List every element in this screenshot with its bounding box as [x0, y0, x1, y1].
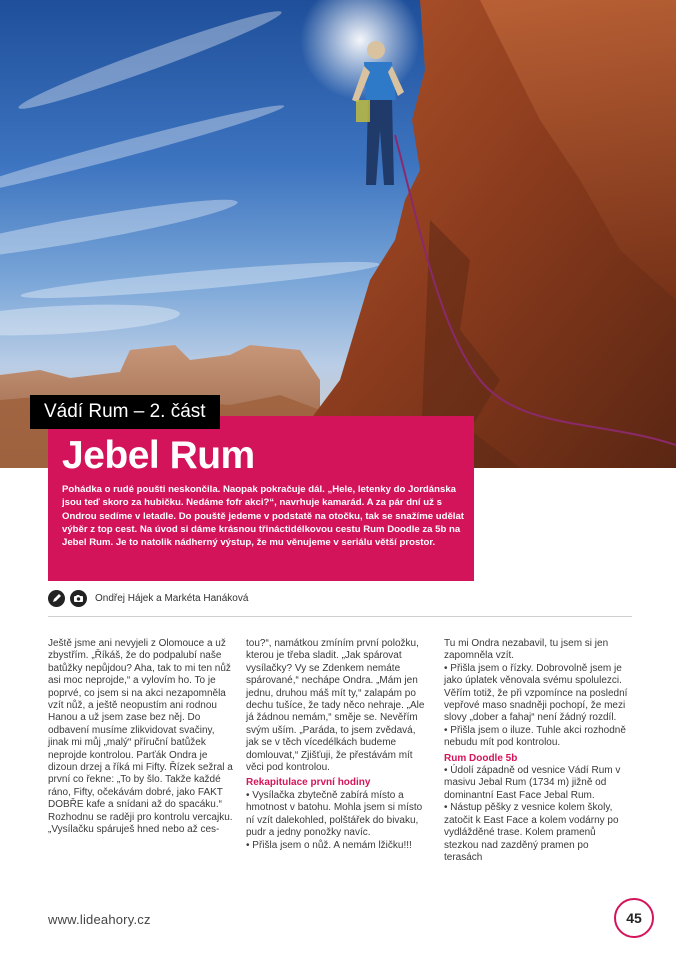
pen-icon	[48, 590, 65, 607]
divider	[48, 616, 632, 617]
authors-line	[48, 587, 248, 609]
text-column-1	[48, 638, 233, 837]
bullet: • Přišla jsem o iluze. Tuhle akci rozhodně nebudu mít pod kontrolou.	[444, 724, 626, 749]
paragraph: Tu mi Ondra nezabavil, tu jsem si jen zapomněla vzít.	[444, 638, 609, 662]
bullet: • Údolí západně od vesnice Vádí Rum v masivu Jebal Rum (1734 m) jižně od dominantní East Face Jebal Rum.	[444, 765, 621, 801]
footer-url[interactable]: www.lideahory.cz	[48, 912, 151, 927]
paragraph: Ještě jsme ani nevyjeli z Olomouce a už zbystřím. „Říkáš, že do podpalubí naše batůžky nepůjdou? Aha, tak to mi ten nůž asi moc neprojde,“ a vylovím ho. To je poprvé, co jsem si na akci nezapomněla vzít nůž, a ještě neopustím ani rodnou Hanou a už jsem zase bez něj. Do odbavení musíme zlikvidovat svačiny, jinak mi můj „malý“ příruční batůžek neprojde kontrolou. Parťák Ondra je dizoun drzej a říká mi Fifty. Řízek sežral a první co řekne: „To by šlo. Takže každé ráno, Fifty, očekávám dobré, jako FAKT DOBŘE kafe a snídani až do spacáku.“ Rozhodnu se raději pro kontrolu vercajku. „Vysílačku spáruješ hned nebo až ces-	[48, 638, 233, 836]
paragraph: tou?“, namátkou zmíním první položku, kterou je třeba sladit. „Jak spárovat vysílačky? Vy se Zdenkem nemáte spárované,“ nechápe Ondra. „Mám jen jednu, druhou máš mít ty,“ zalapám po dechu tušíce, že tady něco nehraje. „Ale já žádnou nemám,“ směje se. Nevěřím svým uším. „Paráda, to jsem zvědavá, jak se v těch vícedélkách budeme domlouvat,“ Zjišťuji, že přestávám mít věci pod kontrolou.	[246, 638, 425, 774]
text-column-2	[246, 638, 431, 852]
text-column-3	[444, 638, 629, 864]
bullet: • Přišla jsem o řízky. Dobrovolně jsem je jako úplatek věnovala svému spolulezci. Věřím totiž, že při vzpomínce na poslední vepřové maso snadněji pochopí, že mezi slovy „dober a fahaj“ není žádný rozdíl.	[444, 662, 628, 724]
article-lead: Pohádka o rudé poušti neskončila. Naopak pokračuje dál. „Hele, letenky do Jordánska jsou teď skoro za hubičku. Nedáme fofr akci?“, navrhuje kamarád. A za pár dní už s Ondrou sedíme v letadle. Do pouště jedeme v podstatě na otočku, tak se snažíme udělat výběr z top cest. Na úvod si dáme krásnou třináctidélkovou cestu Rum Doodle za 5b na Jebel Rum. Je to natolik nádherný výstup, že mu věnujeme v seriálu větší prostor.	[62, 484, 464, 549]
bullet: • Nástup pěšky z vesnice kolem školy, zatočit k East Face a kolem vodárny po vydlážděné trase. Kolem pramenů stezkou nad zazděný pramen po terasách	[444, 802, 619, 863]
bullet: • Přišla jsem o nůž. A nemám lžičku!!!	[246, 839, 412, 851]
camera-icon	[70, 590, 87, 607]
bullet: • Vysílačka zbytečně zabírá místo a hmotnost v batohu. Mohla jsem si místo ní vzít dalekohled, polštářek do bivaku, pudr a jedny ponožky navíc.	[246, 789, 423, 839]
authors-names: Ondřej Hájek a Markéta Hanáková	[95, 592, 249, 604]
series-tag: Vádí Rum – 2. část	[30, 395, 220, 429]
article-title: Jebel Rum	[62, 434, 255, 477]
page-number: 45	[614, 898, 654, 938]
subheading: Rekapitulace první hodiny	[246, 777, 371, 789]
subheading: Rum Doodle 5b	[444, 752, 518, 764]
